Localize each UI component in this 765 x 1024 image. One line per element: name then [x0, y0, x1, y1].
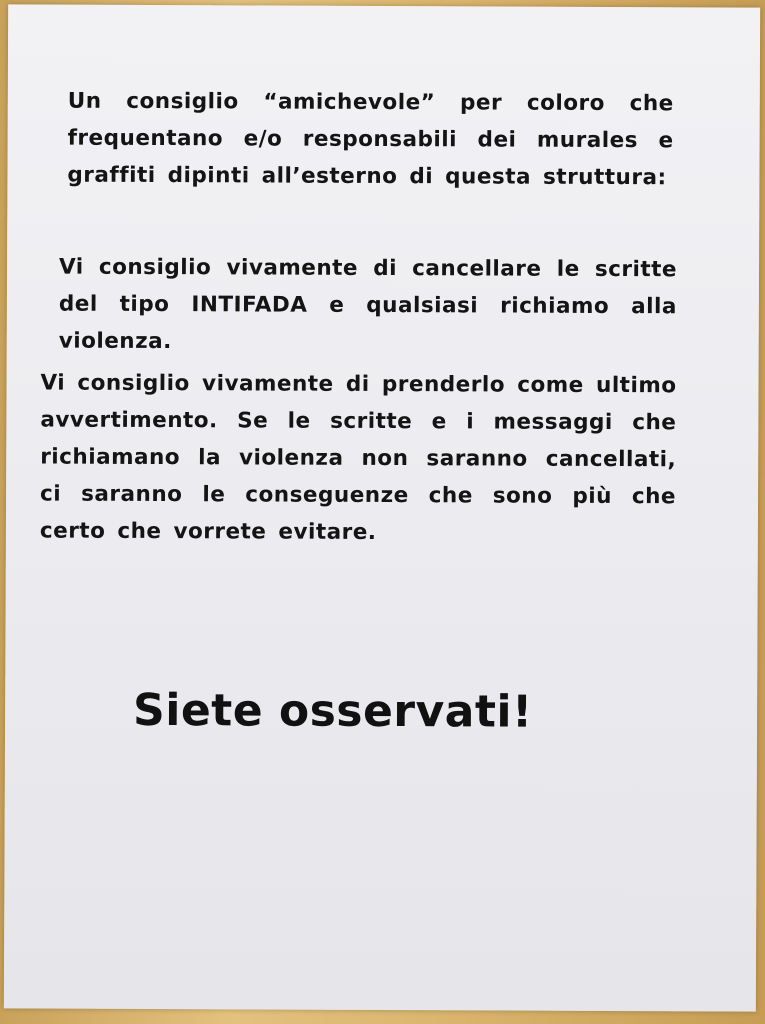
notice-intro: Un consiglio “amichevole” per coloro che frequentano e/o responsabili dei murales e graffiti dipinti all’esterno di questa struttura: [67, 88, 674, 190]
notice-paragraph-2: Vi consiglio vivamente di prenderlo come ultimo avvertimento. Se le scritte e i messaggi che richiamano la violenza non saranno cancellati, ci saranno le conseguenze che sono più che certo che vorrete evitare. [39, 370, 677, 545]
notice-warning: Siete osservati! [133, 684, 533, 738]
notice-paragraph-1: Vi consiglio vivamente di cancellare le scritte del tipo INTIFADA e qualsiasi richiamo alla violenza. [58, 254, 678, 354]
notice-sheet [4, 4, 760, 1011]
